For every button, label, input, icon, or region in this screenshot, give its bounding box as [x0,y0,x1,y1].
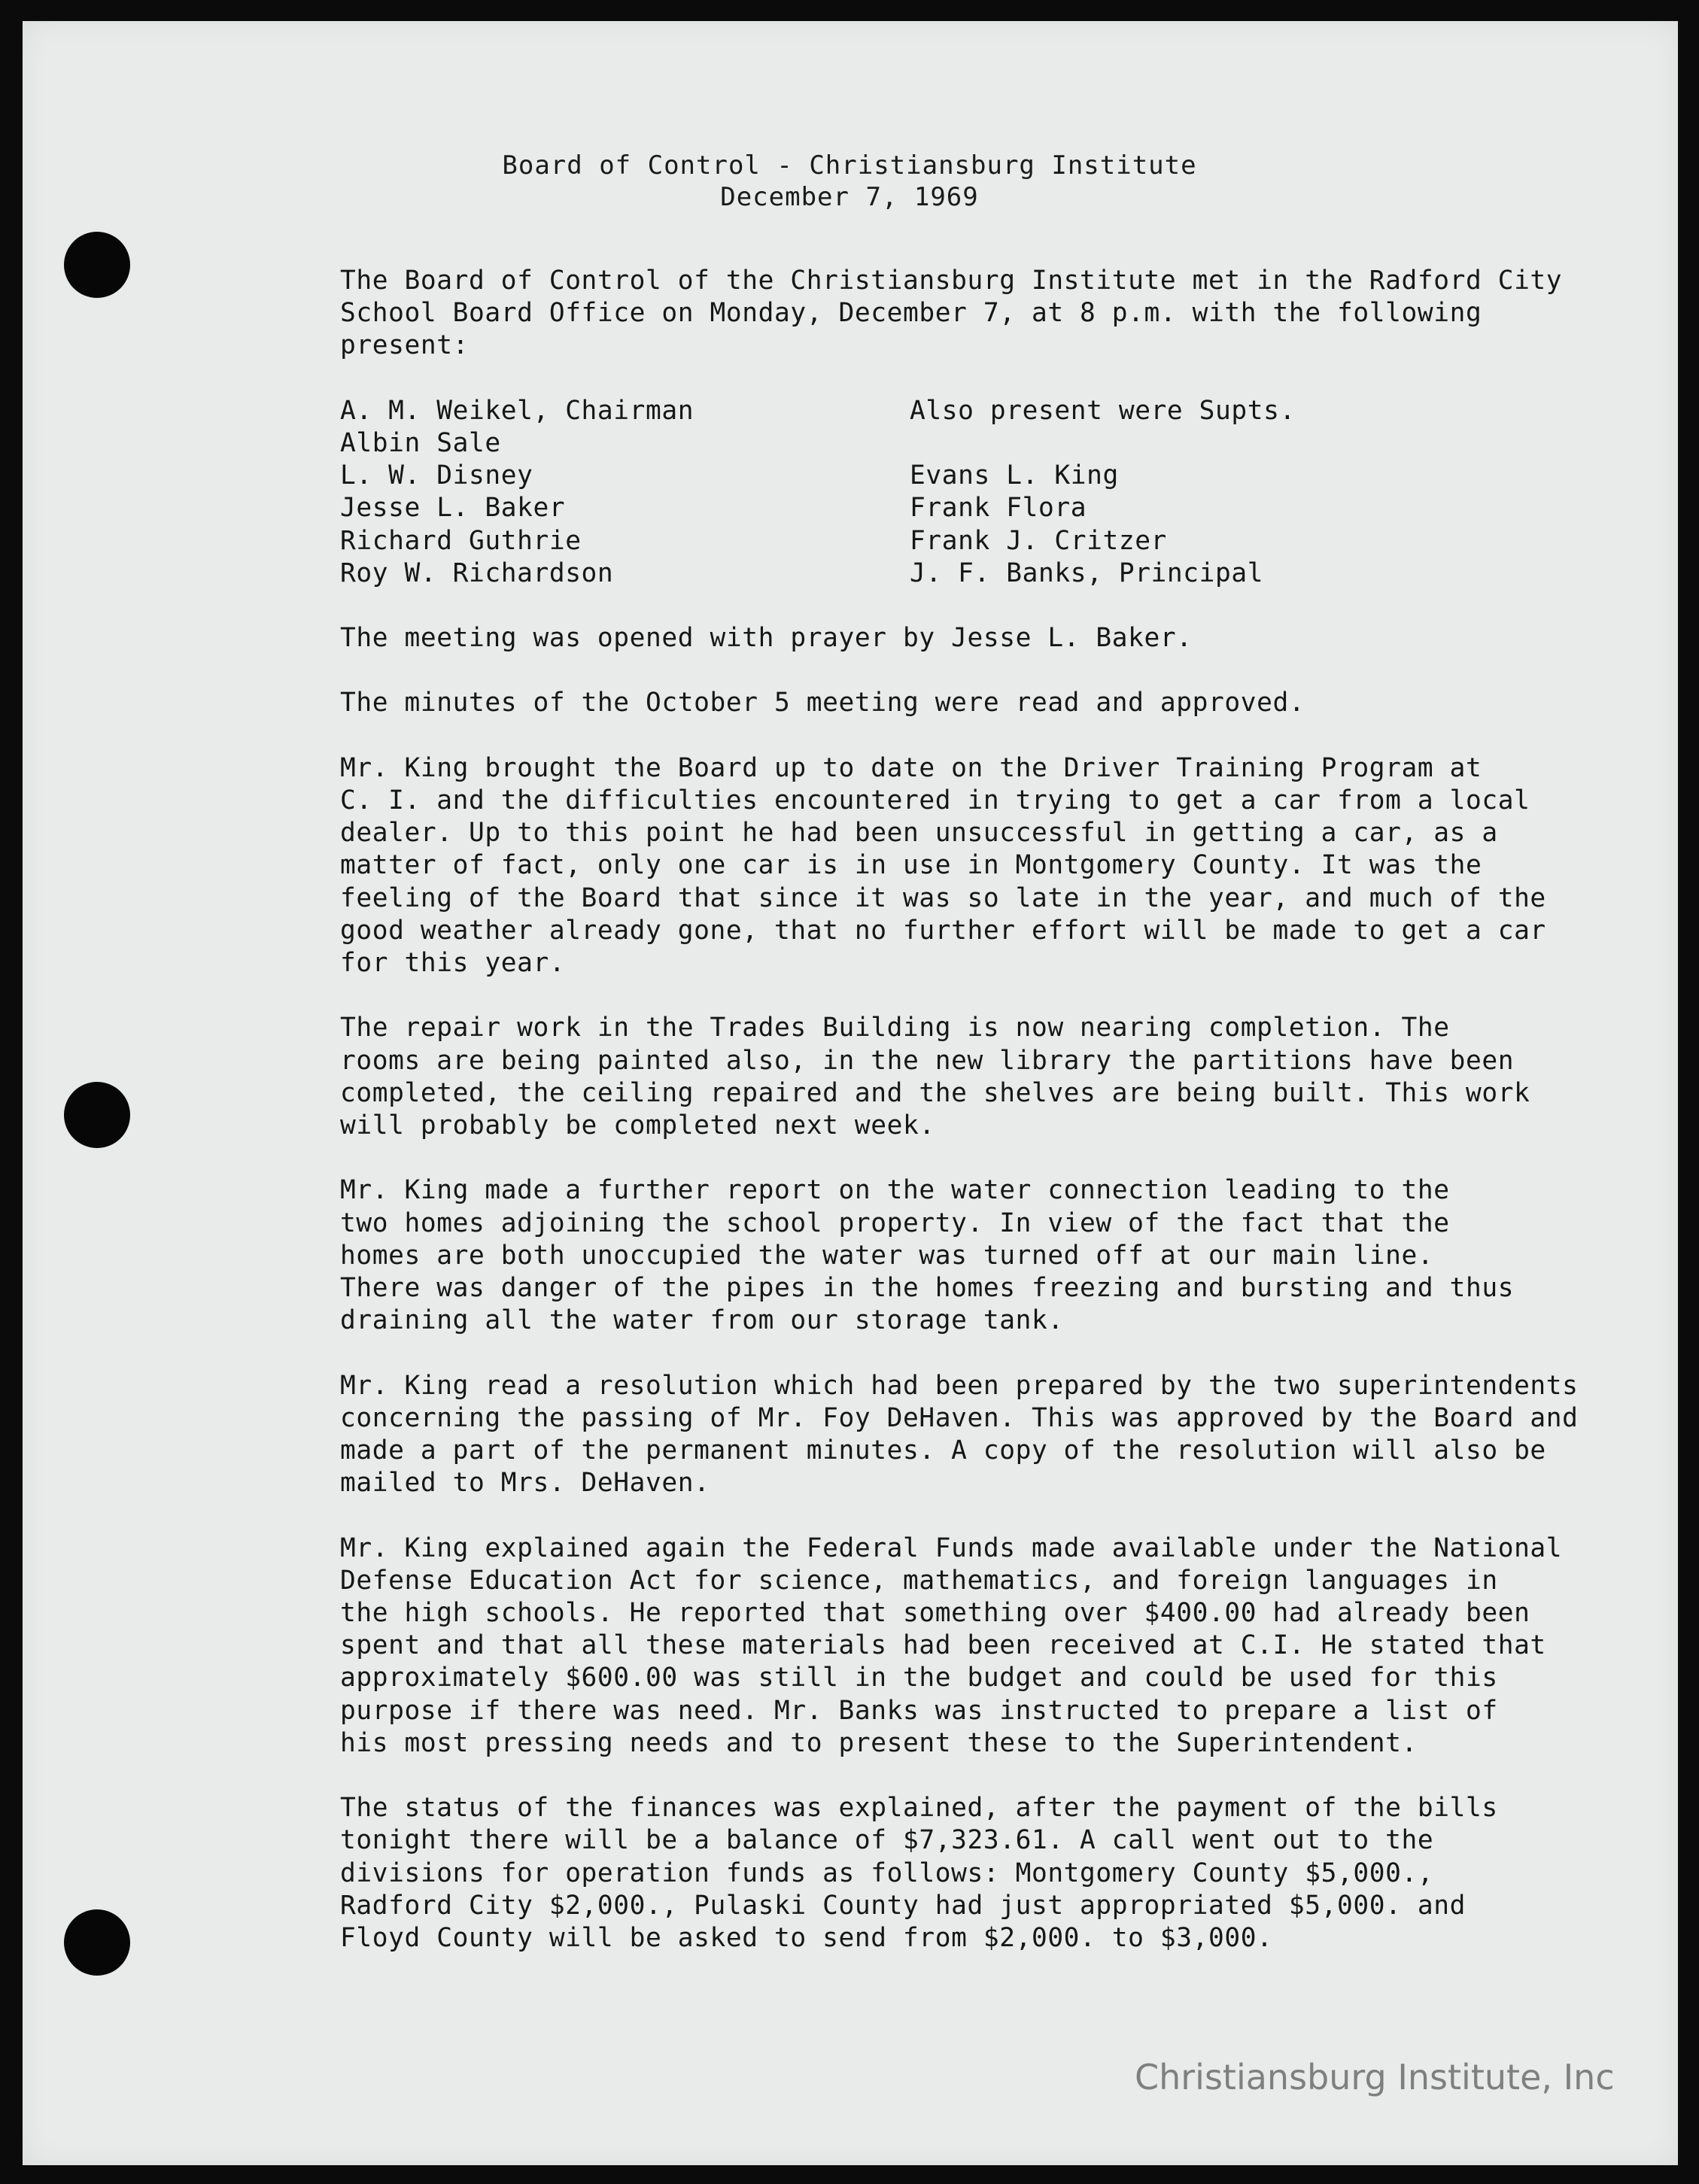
board-member: Jesse L. Baker [340,493,566,524]
watermark: Christiansburg Institute, Inc [1135,2057,1615,2097]
board-member: A. M. Weikel, Chairman [340,395,694,426]
attendee-list [340,395,1612,590]
paragraph-resolution: Mr. King read a resolution which had been prepared by the two superintendents concerning the passing of Mr. Foy DeHaven. This was approved by the Board and made a part of the permanent minutes. A copy of the resolution will also be mailed to Mrs. DeHaven. [340,1370,1579,1499]
paragraph-driver-training: Mr. King brought the Board up to date on the Driver Training Program at C. I. and the difficulties encountered in trying to get a car from a local dealer. Up to this point he had been unsuccessful in getting a car, as a matter of fact, only one car is in use in Montgomery County. It was the feeling of the Board that since it was so late in the year, and much of the good weather already gone, that no further effort will be made to get a car for this year. [340,752,1546,978]
also-present-member: Frank Flora [910,493,1087,524]
also-present-member: J. F. Banks, Principal [910,557,1264,588]
binder-hole-top [64,232,130,298]
board-member: L. W. Disney [340,460,533,491]
binder-hole-middle [64,1082,130,1148]
also-present-column [910,395,1296,590]
paragraph-prayer: The meeting was opened with prayer by Jesse L. Baker. [340,622,1193,653]
board-member: Richard Guthrie [340,525,582,556]
paragraph-minutes-approval: The minutes of the October 5 meeting were read and approved. [340,688,1305,718]
paragraph-finances: The status of the finances was explained, after the payment of the bills tonight there will be a balance of $7,323.61. A call went out to the divisions for operation funds as follows: Montgomery County $5,000., Radford City $2,000., Pulaski County had just appropriated $5,000. and Floyd County will be asked to send from $2,000. to $3,000. [340,1793,1498,1953]
also-present-member: Evans L. King [910,460,1119,491]
document-title: Board of Control - Christiansburg Institute [502,150,1197,181]
binder-hole-bottom [64,1909,130,1976]
paragraph-trades-building: The repair work in the Trades Building is now nearing completion. The rooms are being painted also, in the new library the partitions have been completed, the ceiling repaired and the shelves are being built. This work will probably be completed next week. [340,1013,1530,1141]
board-member: Albin Sale [340,427,501,458]
also-present-heading: Also present were Supts. [910,395,1296,426]
paragraph-water-connection: Mr. King made a further report on the water connection leading to the two homes adjoining the school property. In view of the fact that the homes are both unoccupied the water was turned off at our main line. There was danger of the pipes in the homes freezing and bursting and thus draining all the water from our storage tank. [340,1175,1515,1336]
also-present-member: Frank J. Critzer [910,525,1167,556]
board-member: Roy W. Richardson [340,557,614,588]
minutes-body [340,265,1612,1987]
paragraph-federal-funds: Mr. King explained again the Federal Funds made available under the National Defense Education Act for science, mathematics, and foreign languages in the high schools. He reported that something over $400.00 had already been spent and that all these materials had been received at C.I. He stated that approximately $600.00 was still in the budget and could be used for this purpose if there was need. Mr. Banks was instructed to prepare a list of his most pressing needs and to present these to the Superintendent. [340,1532,1563,1758]
document-date: December 7, 1969 [720,182,979,212]
intro-paragraph: The Board of Control of the Christiansburg Institute met in the Radford City School Board Office on Monday, December 7, at 8 p.m. with the following present: [340,266,1563,361]
blank-line [910,427,1296,460]
board-members-column [340,395,694,590]
